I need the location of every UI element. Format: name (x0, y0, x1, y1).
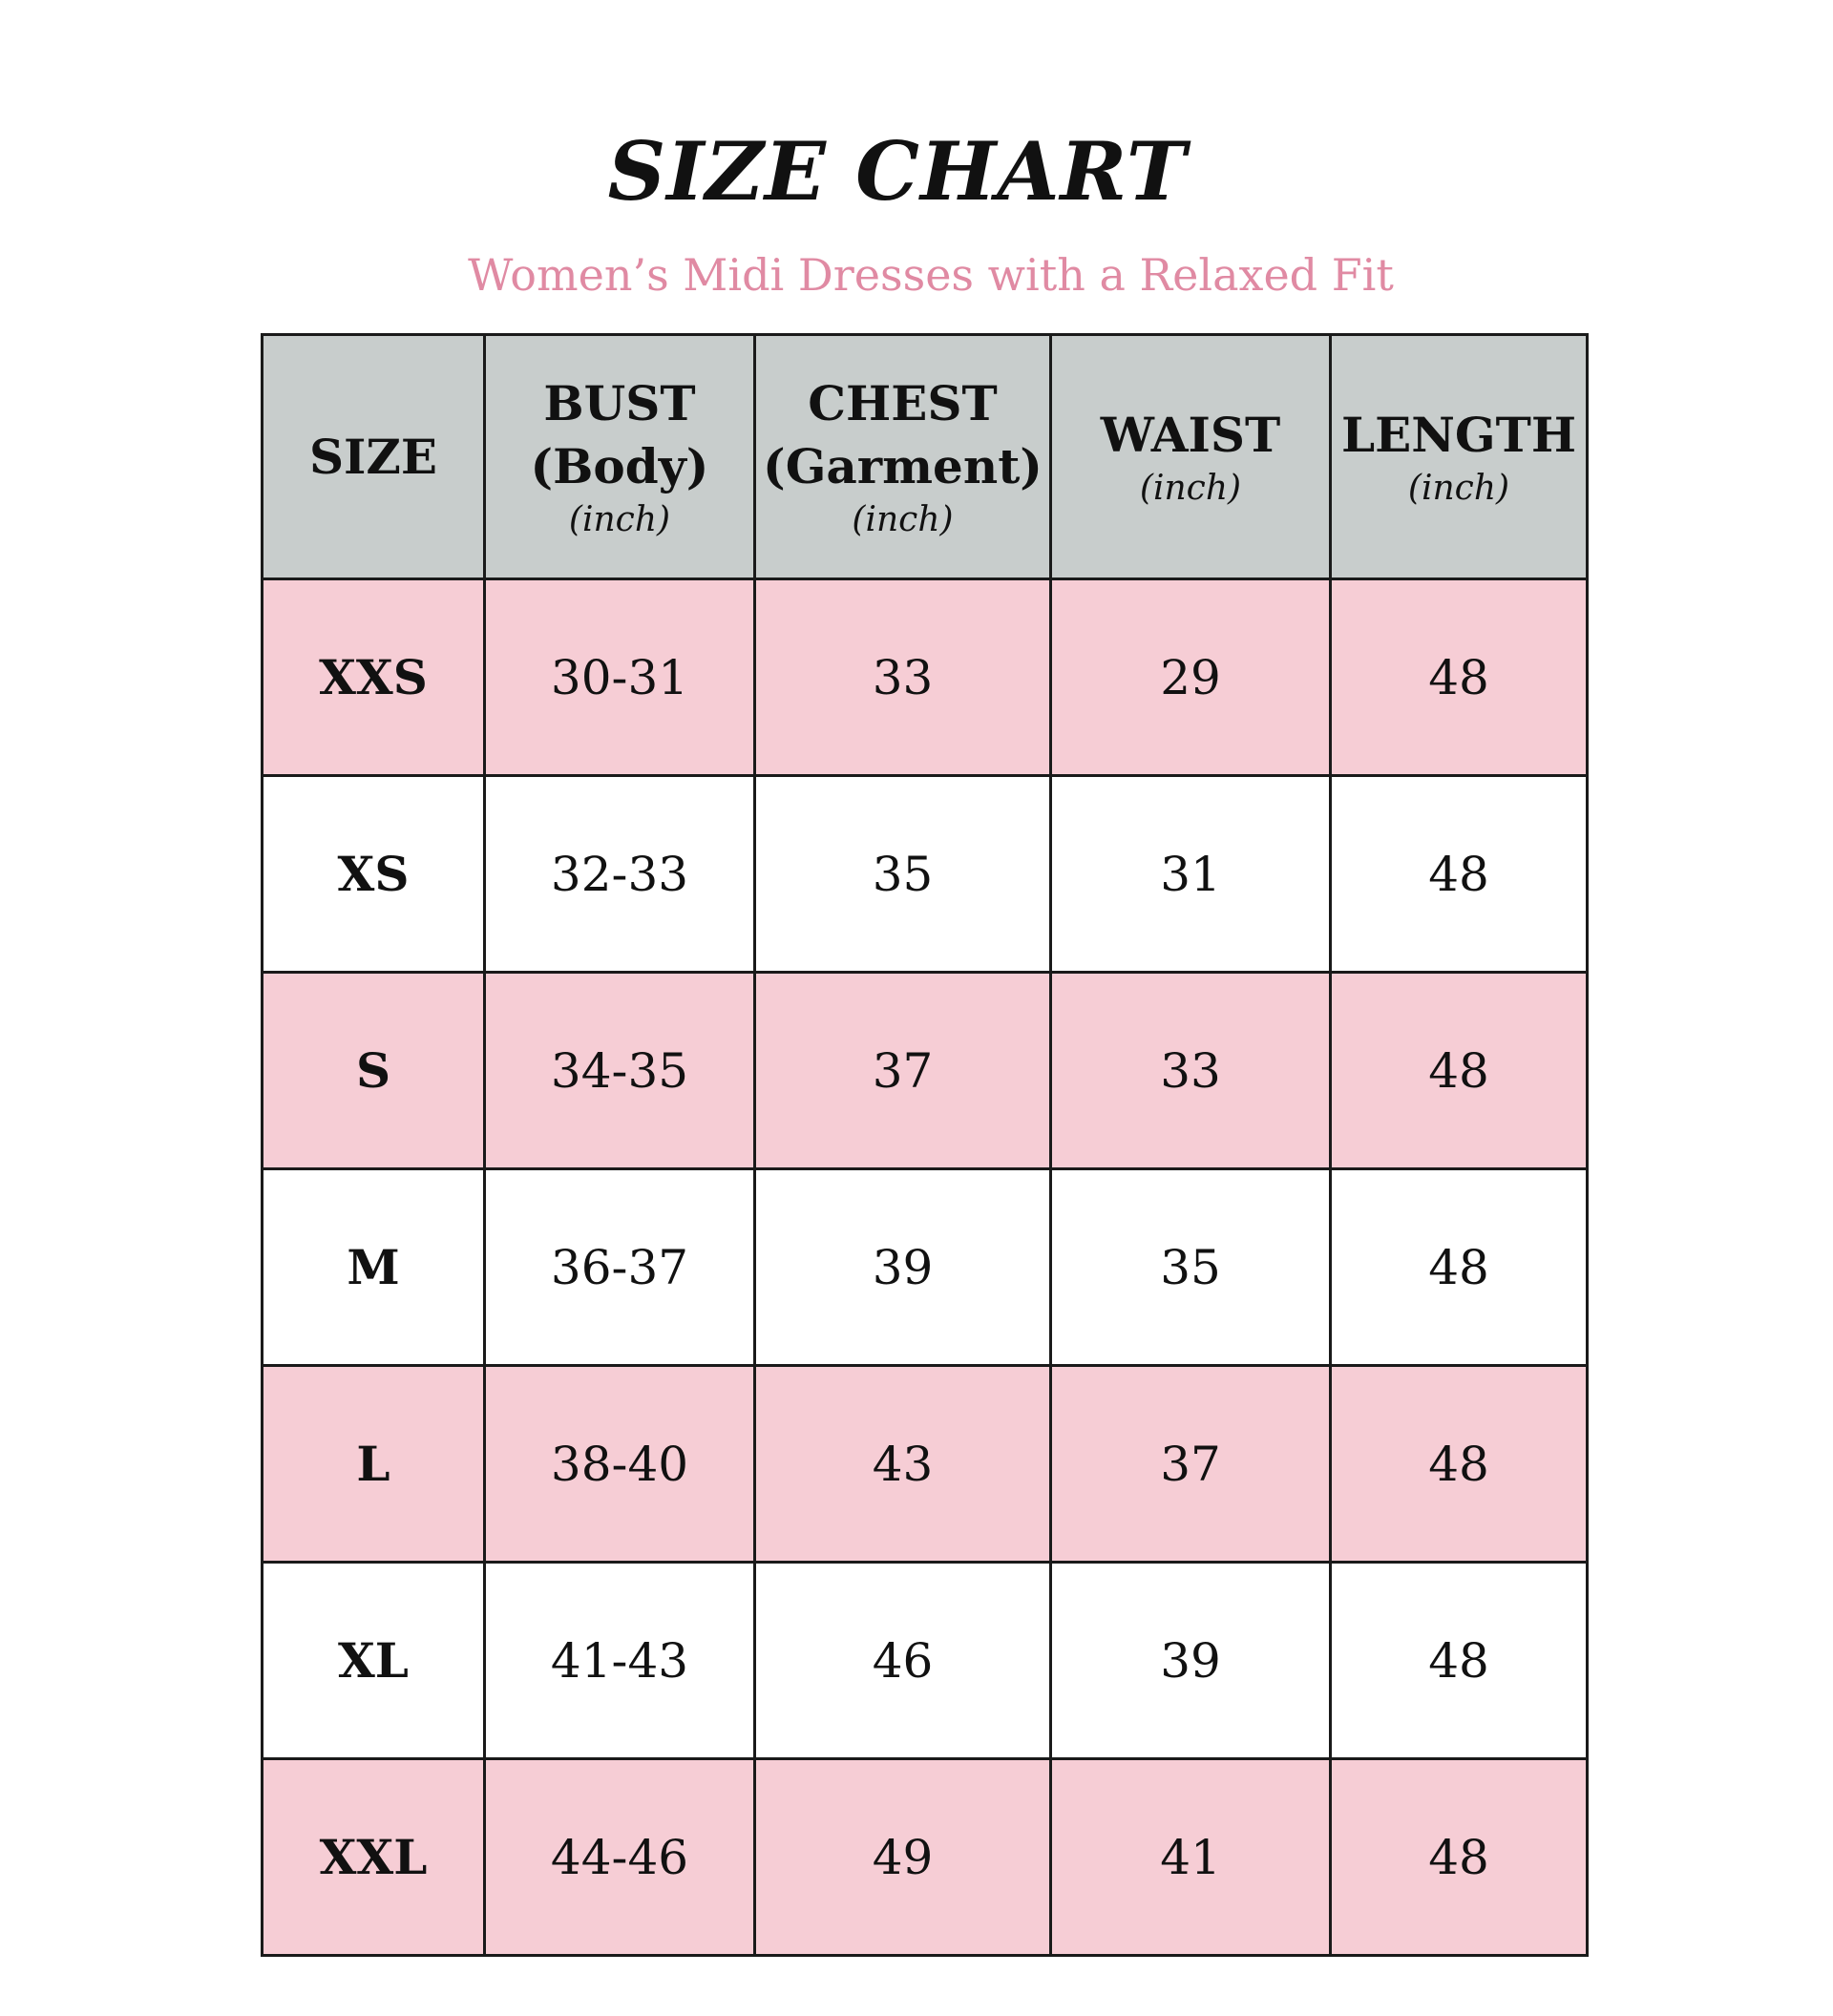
chest-cell: 46 (755, 1563, 1051, 1759)
size-cell: M (263, 1169, 485, 1366)
header-length (1331, 335, 1588, 579)
page-subtitle: Women’s Midi Dresses with a Relaxed Fit (468, 249, 1394, 301)
size-cell: L (263, 1366, 485, 1563)
table-row (263, 1169, 1588, 1366)
bust-cell: 36-37 (485, 1169, 755, 1366)
size-cell: XXL (263, 1759, 485, 1956)
length-cell: 48 (1331, 776, 1588, 973)
header-bust (485, 335, 755, 579)
waist-cell: 33 (1051, 973, 1331, 1169)
waist-cell: 37 (1051, 1366, 1331, 1563)
length-cell: 48 (1331, 1169, 1588, 1366)
header-bust-label: BUST (543, 374, 696, 431)
chest-cell: 39 (755, 1169, 1051, 1366)
length-cell: 48 (1331, 973, 1588, 1169)
bust-cell: 34-35 (485, 973, 755, 1169)
bust-cell: 32-33 (485, 776, 755, 973)
chest-cell: 43 (755, 1366, 1051, 1563)
chest-cell: 33 (755, 579, 1051, 776)
waist-cell: 41 (1051, 1759, 1331, 1956)
header-size (263, 335, 485, 579)
table-row (263, 579, 1588, 776)
header-chest-label: CHEST (808, 374, 998, 431)
chest-cell: 49 (755, 1759, 1051, 1956)
header-length-unit: (inch) (1407, 468, 1510, 508)
waist-cell: 31 (1051, 776, 1331, 973)
header-chest-unit: (inch) (852, 499, 954, 539)
header-waist-label: WAIST (1100, 406, 1281, 463)
chest-cell: 37 (755, 973, 1051, 1169)
chest-cell: 35 (755, 776, 1051, 973)
table-row (263, 1759, 1588, 1956)
header-waist (1051, 335, 1331, 579)
length-cell: 48 (1331, 1759, 1588, 1956)
table-row (263, 973, 1588, 1169)
page-title: SIZE CHART (607, 124, 1188, 219)
header-size-label: SIZE (308, 428, 438, 485)
bust-cell: 30-31 (485, 579, 755, 776)
bust-cell: 41-43 (485, 1563, 755, 1759)
length-cell: 48 (1331, 1366, 1588, 1563)
size-cell: XS (263, 776, 485, 973)
length-cell: 48 (1331, 579, 1588, 776)
size-chart-table (261, 333, 1589, 1957)
header-waist-unit: (inch) (1139, 468, 1242, 508)
waist-cell: 35 (1051, 1169, 1331, 1366)
length-cell: 48 (1331, 1563, 1588, 1759)
bust-cell: 38-40 (485, 1366, 755, 1563)
table-row (263, 1563, 1588, 1759)
header-bust-sublabel: (Body) (530, 437, 709, 494)
waist-cell: 29 (1051, 579, 1331, 776)
header-chest-sublabel: (Garment) (763, 437, 1043, 494)
size-cell: XL (263, 1563, 485, 1759)
bust-cell: 44-46 (485, 1759, 755, 1956)
size-cell: S (263, 973, 485, 1169)
header-length-label: LENGTH (1340, 406, 1577, 463)
waist-cell: 39 (1051, 1563, 1331, 1759)
header-chest (755, 335, 1051, 579)
table-row (263, 1366, 1588, 1563)
table-header-row (263, 335, 1588, 579)
table-row (263, 776, 1588, 973)
header-bust-unit: (inch) (568, 499, 671, 539)
size-cell: XXS (263, 579, 485, 776)
